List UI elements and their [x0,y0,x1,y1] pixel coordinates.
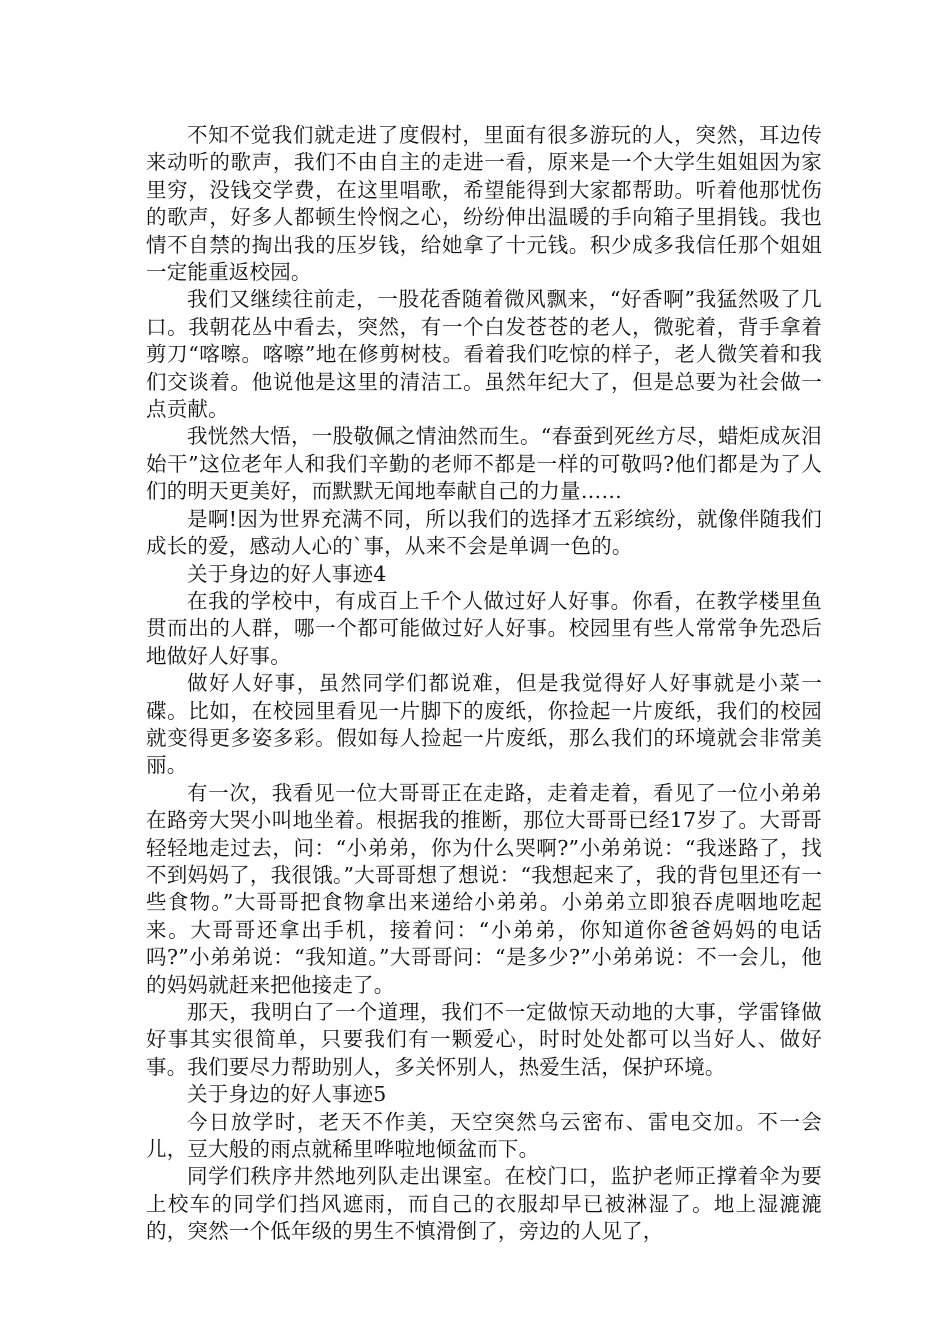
paragraph-2: 我们又继续往前走，一股花香随着微风飘来，“好香啊”我猛然吸了几口。我朝花丛中看去，突然，有一个白发苍苍的老人，微驼着，背手拿着剪刀“喀嚓。喀嚓”地在修剪树枝。看着我们吃惊的样子，老人微笑着和我们交谈着。他说他是这里的清洁工。虽然年纪大了，但是总要为社会做一点贡献。 [146,287,822,422]
paragraph-7: 有一次，我看见一位大哥哥正在走路，走着走着，看见了一位小弟弟在路旁大哭小叫地坐着。根据我的推断，那位大哥哥已经17岁了。大哥哥轻轻地走过去，问：“小弟弟，你为什么哭啊?”小弟弟说：“我迷路了，找不到妈妈了，我很饿。”大哥哥想了想说：“我想起来了，我的背包里还有一些食物。”大哥哥把食物拿出来递给小弟弟。小弟弟立即狼吞虎咽地吃起来。大哥哥还拿出手机，接着问：“小弟弟，你知道你爸爸妈妈的电话吗?”小弟弟说：“我知道。”大哥哥问：“是多少?”小弟弟说：不一会儿，他的妈妈就赶来把他接走了。 [146,780,822,997]
section-heading-4: 关于身边的好人事迹4 [187,561,387,586]
document-body [146,122,822,1246]
paragraph-9: 今日放学时，老天不作美，天空突然乌云密布、雷电交加。不一会儿，豆大般的雨点就稀里哗啦地倾盆而下。 [146,1109,822,1162]
paragraph-8: 那天，我明白了一个道理，我们不一定做惊天动地的大事，学雷锋做好事其实很简单，只要我们有一颗爱心，时时处处都可以当好人、做好事。我们要尽力帮助别人，多关怀别人，热爱生活，保护环境。 [146,1000,822,1079]
paragraph-5: 在我的学校中，有成百上千个人做过好人好事。你看，在教学楼里鱼贯而出的人群，哪一个都可能做过好人好事。校园里有些人常常争先恐后地做好人好事。 [146,588,822,668]
paragraph-3: 我恍然大悟，一股敬佩之情油然而生。“春蚕到死丝方尽，蜡炬成灰泪始干”这位老年人和我们辛勤的老师不都是一样的可敬吗?他们都是为了人们的明天更美好，而默默无闻地奉献自己的力量…… [146,424,822,504]
paragraph-6: 做好人好事，虽然同学们都说难，但是我觉得好人好事就是小菜一碟。比如，在校园里看见一片脚下的废纸，你捡起一片废纸，我们的校园就变得更多姿多彩。假如每人捡起一片废纸，那么我们的环境就会非常美丽。 [146,671,822,778]
section-heading-5: 关于身边的好人事迹5 [187,1082,387,1107]
paragraph-1: 不知不觉我们就走进了度假村，里面有很多游玩的人，突然，耳边传来动听的歌声，我们不由自主的走进一看，原来是一个大学生姐姐因为家里穷，没钱交学费，在这里唱歌，希望能得到大家都帮助。听着他那忧伤的歌声，好多人都顿生怜悯之心，纷纷伸出温暖的手向箱子里捐钱。我也情不自禁的掏出我的压岁钱，给她拿了十元钱。积少成多我信任那个姐姐一定能重返校园。 [146,123,822,285]
paragraph-4: 是啊!因为世界充满不同，所以我们的选择才五彩缤纷，就像伴随我们成长的爱，感动人心的`事，从来不会是单调一色的。 [146,506,822,559]
paragraph-10: 同学们秩序井然地列队走出课室。在校门口，监护老师正撑着伞为要上校车的同学们挡风遮雨，而自己的衣服却早已被淋湿了。地上湿漉漉的，突然一个低年级的男生不慎滑倒了，旁边的人见了， [146,1164,822,1244]
